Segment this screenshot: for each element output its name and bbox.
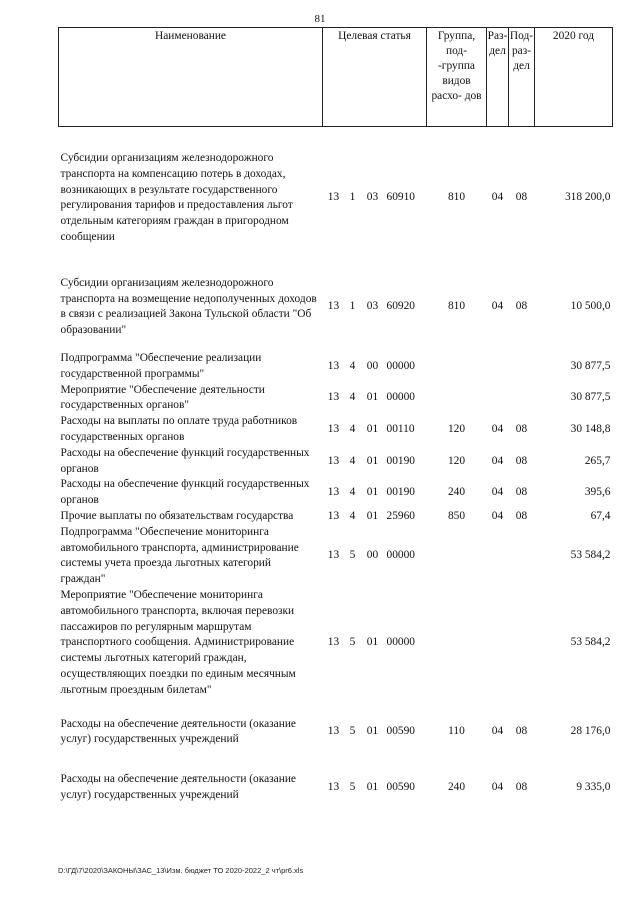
table-row	[59, 276, 613, 339]
section-code	[487, 351, 509, 383]
budget-table	[58, 27, 613, 804]
spacer-cell	[59, 246, 613, 276]
section-code: 04	[491, 300, 504, 313]
header-year: 2020 год	[535, 28, 613, 127]
amount-2020: 30 877,5	[570, 359, 611, 372]
section-code: 04	[491, 509, 504, 522]
target-code-subprogram: 4	[349, 423, 356, 436]
target-code-program: 13	[327, 780, 340, 793]
subsection-code: 08	[515, 486, 528, 499]
header-subsection: Под- раз- дел	[509, 28, 535, 127]
row-name: Мероприятие "Обеспечение деятельности государственных органов"	[60, 383, 265, 412]
table-row	[59, 525, 613, 588]
row-name: Расходы на обеспечение функций государственных органов	[60, 446, 310, 475]
target-code-direction: 00000	[386, 391, 415, 404]
expense-group	[427, 383, 487, 415]
expense-group	[427, 525, 487, 588]
amount-2020: 30 148,8	[570, 423, 611, 436]
spacer-cell	[59, 748, 613, 772]
row-name: Мероприятие "Обеспечение мониторинга автомобильного транспорта, включая перевозки пассажиров по регулярным маршрутам транспортного сообщения. Администрирование системы льготных категорий граждан, осуществляющих поездки по единым месячным льготным проездным билетам"	[60, 588, 296, 696]
amount-2020: 395,6	[584, 486, 611, 499]
spacer-cell	[59, 699, 613, 717]
subsection-code	[509, 383, 535, 415]
amount-2020: 9 335,0	[576, 780, 611, 793]
expense-group: 240	[447, 486, 466, 499]
row-name: Расходы на обеспечение деятельности (оказание услуг) государственных учреждений	[60, 773, 296, 801]
row-name: Расходы на обеспечение функций государственных органов	[60, 478, 310, 507]
target-code-direction: 00190	[386, 454, 415, 467]
target-code-event: 01	[366, 486, 379, 499]
target-code-subprogram: 4	[349, 509, 356, 522]
target-code-event: 03	[366, 300, 379, 313]
subsection-code: 08	[515, 725, 528, 738]
target-code-program: 13	[327, 725, 340, 738]
section-code	[487, 588, 509, 699]
target-code-program: 13	[327, 549, 340, 562]
target-code-program: 13	[327, 509, 340, 522]
section-code: 04	[491, 725, 504, 738]
expense-group	[427, 588, 487, 699]
row-spacer	[59, 748, 613, 772]
amount-2020: 30 877,5	[570, 391, 611, 404]
row-spacer	[59, 246, 613, 276]
table-row	[59, 477, 613, 509]
section-code: 04	[491, 191, 504, 204]
target-code-direction: 00590	[386, 780, 415, 793]
table-row	[59, 509, 613, 525]
target-code-program: 13	[327, 636, 340, 649]
target-code-event: 00	[366, 359, 379, 372]
table-header-row	[59, 28, 613, 127]
target-code-direction: 25960	[386, 509, 415, 522]
target-code-subprogram: 4	[349, 359, 356, 372]
subsection-code: 08	[515, 509, 528, 522]
expense-group: 810	[447, 191, 466, 204]
target-code-subprogram: 5	[349, 636, 356, 649]
target-code-subprogram: 1	[349, 191, 356, 204]
expense-group: 110	[448, 725, 465, 738]
expense-group: 240	[447, 780, 466, 793]
target-code-direction: 00590	[386, 725, 415, 738]
amount-2020: 10 500,0	[570, 300, 611, 313]
section-code: 04	[491, 454, 504, 467]
subsection-code: 08	[515, 423, 528, 436]
target-code-subprogram: 4	[349, 391, 356, 404]
row-name: Субсидии организациям железнодорожного транспорта на компенсацию потерь в доходах, возникающих в результате государственного регулирования тарифов и предоставления льгот отдельным категориям граждан в пригородном сообщении	[60, 152, 293, 243]
subsection-code: 08	[515, 780, 528, 793]
table-row	[59, 588, 613, 699]
target-code-subprogram: 4	[349, 486, 356, 499]
subsection-code	[509, 351, 535, 383]
section-code: 04	[491, 486, 504, 499]
subsection-code: 08	[515, 454, 528, 467]
table-row	[59, 446, 613, 478]
target-code-subprogram: 5	[349, 780, 356, 793]
footer-file-path: D:\ГД\7\2020\ЗАКОНЫ\ЗАС_13\Изм. бюджет ТО 2020-2022_2 чт\pr6.xls	[58, 866, 304, 875]
amount-2020: 28 176,0	[570, 725, 611, 738]
table-row	[59, 414, 613, 446]
target-code-program: 13	[327, 300, 340, 313]
target-code-program: 13	[327, 423, 340, 436]
target-code-direction: 00110	[386, 423, 415, 436]
table-row	[59, 772, 613, 804]
target-code-program: 13	[327, 191, 340, 204]
target-code-event: 01	[366, 636, 379, 649]
row-name: Расходы на выплаты по оплате труда работников государственных органов	[60, 415, 298, 443]
table-row	[59, 151, 613, 246]
target-code-program: 13	[327, 486, 340, 499]
target-code-event: 01	[366, 454, 379, 467]
subsection-code: 08	[515, 191, 528, 204]
row-name: Подпрограмма "Обеспечение реализации государственной программы"	[60, 351, 262, 380]
row-name: Подпрограмма "Обеспечение мониторинга автомобильного транспорта, администрирование системы учета проезда льготных категорий граждан"	[60, 525, 299, 586]
target-code-event: 01	[366, 780, 379, 793]
section-code: 04	[491, 423, 504, 436]
target-code-event: 03	[366, 191, 379, 204]
amount-2020: 53 584,2	[570, 549, 611, 562]
row-name: Субсидии организациям железнодорожного транспорта на возмещение недополученных доходов в связи с реализацией Закона Тульской области "Об образовании"	[60, 276, 317, 337]
target-code-event: 01	[366, 391, 379, 404]
target-code-direction: 60920	[386, 300, 415, 313]
header-section: Раз- дел	[487, 28, 509, 127]
expense-group: 810	[447, 300, 466, 313]
section-code: 04	[491, 780, 504, 793]
amount-2020: 318 200,0	[564, 191, 611, 204]
amount-2020: 265,7	[584, 454, 611, 467]
target-code-subprogram: 5	[349, 549, 356, 562]
spacer-cell	[59, 127, 613, 152]
target-code-event: 01	[366, 725, 379, 738]
target-code-program: 13	[327, 359, 340, 372]
table-row	[59, 383, 613, 415]
target-code-direction: 60910	[386, 191, 415, 204]
subsection-code: 08	[515, 300, 528, 313]
header-name: Наименование	[59, 28, 323, 127]
table-body	[59, 127, 613, 804]
page-number: 81	[314, 13, 326, 25]
target-code-program: 13	[327, 391, 340, 404]
target-code-event: 00	[366, 549, 379, 562]
amount-2020: 67,4	[590, 509, 611, 522]
table-row	[59, 717, 613, 749]
section-code	[487, 383, 509, 415]
expense-group: 850	[447, 509, 466, 522]
target-code-direction: 00190	[386, 486, 415, 499]
row-name: Прочие выплаты по обязательствам государства	[60, 509, 294, 522]
target-code-event: 01	[366, 509, 379, 522]
subsection-code	[509, 588, 535, 699]
expense-group	[427, 351, 487, 383]
expense-group: 120	[447, 454, 466, 467]
target-code-subprogram: 1	[349, 300, 356, 313]
target-code-direction: 00000	[386, 549, 415, 562]
amount-2020: 53 584,2	[570, 636, 611, 649]
target-code-program: 13	[327, 454, 340, 467]
header-target-article: Целевая статья	[323, 28, 427, 127]
section-code	[487, 525, 509, 588]
target-code-event: 01	[366, 423, 379, 436]
row-spacer	[59, 127, 613, 152]
table-row	[59, 351, 613, 383]
header-group: Группа, под- -группа видов расхо- дов	[427, 28, 487, 127]
row-spacer	[59, 699, 613, 717]
expense-group: 120	[447, 423, 466, 436]
subsection-code	[509, 525, 535, 588]
target-code-direction: 00000	[386, 636, 415, 649]
target-code-subprogram: 4	[349, 454, 356, 467]
row-name: Расходы на обеспечение деятельности (оказание услуг) государственных учреждений	[60, 717, 296, 746]
target-code-subprogram: 5	[349, 725, 356, 738]
target-code-direction: 00000	[386, 359, 415, 372]
spacer-cell	[59, 339, 613, 351]
row-spacer	[59, 339, 613, 351]
